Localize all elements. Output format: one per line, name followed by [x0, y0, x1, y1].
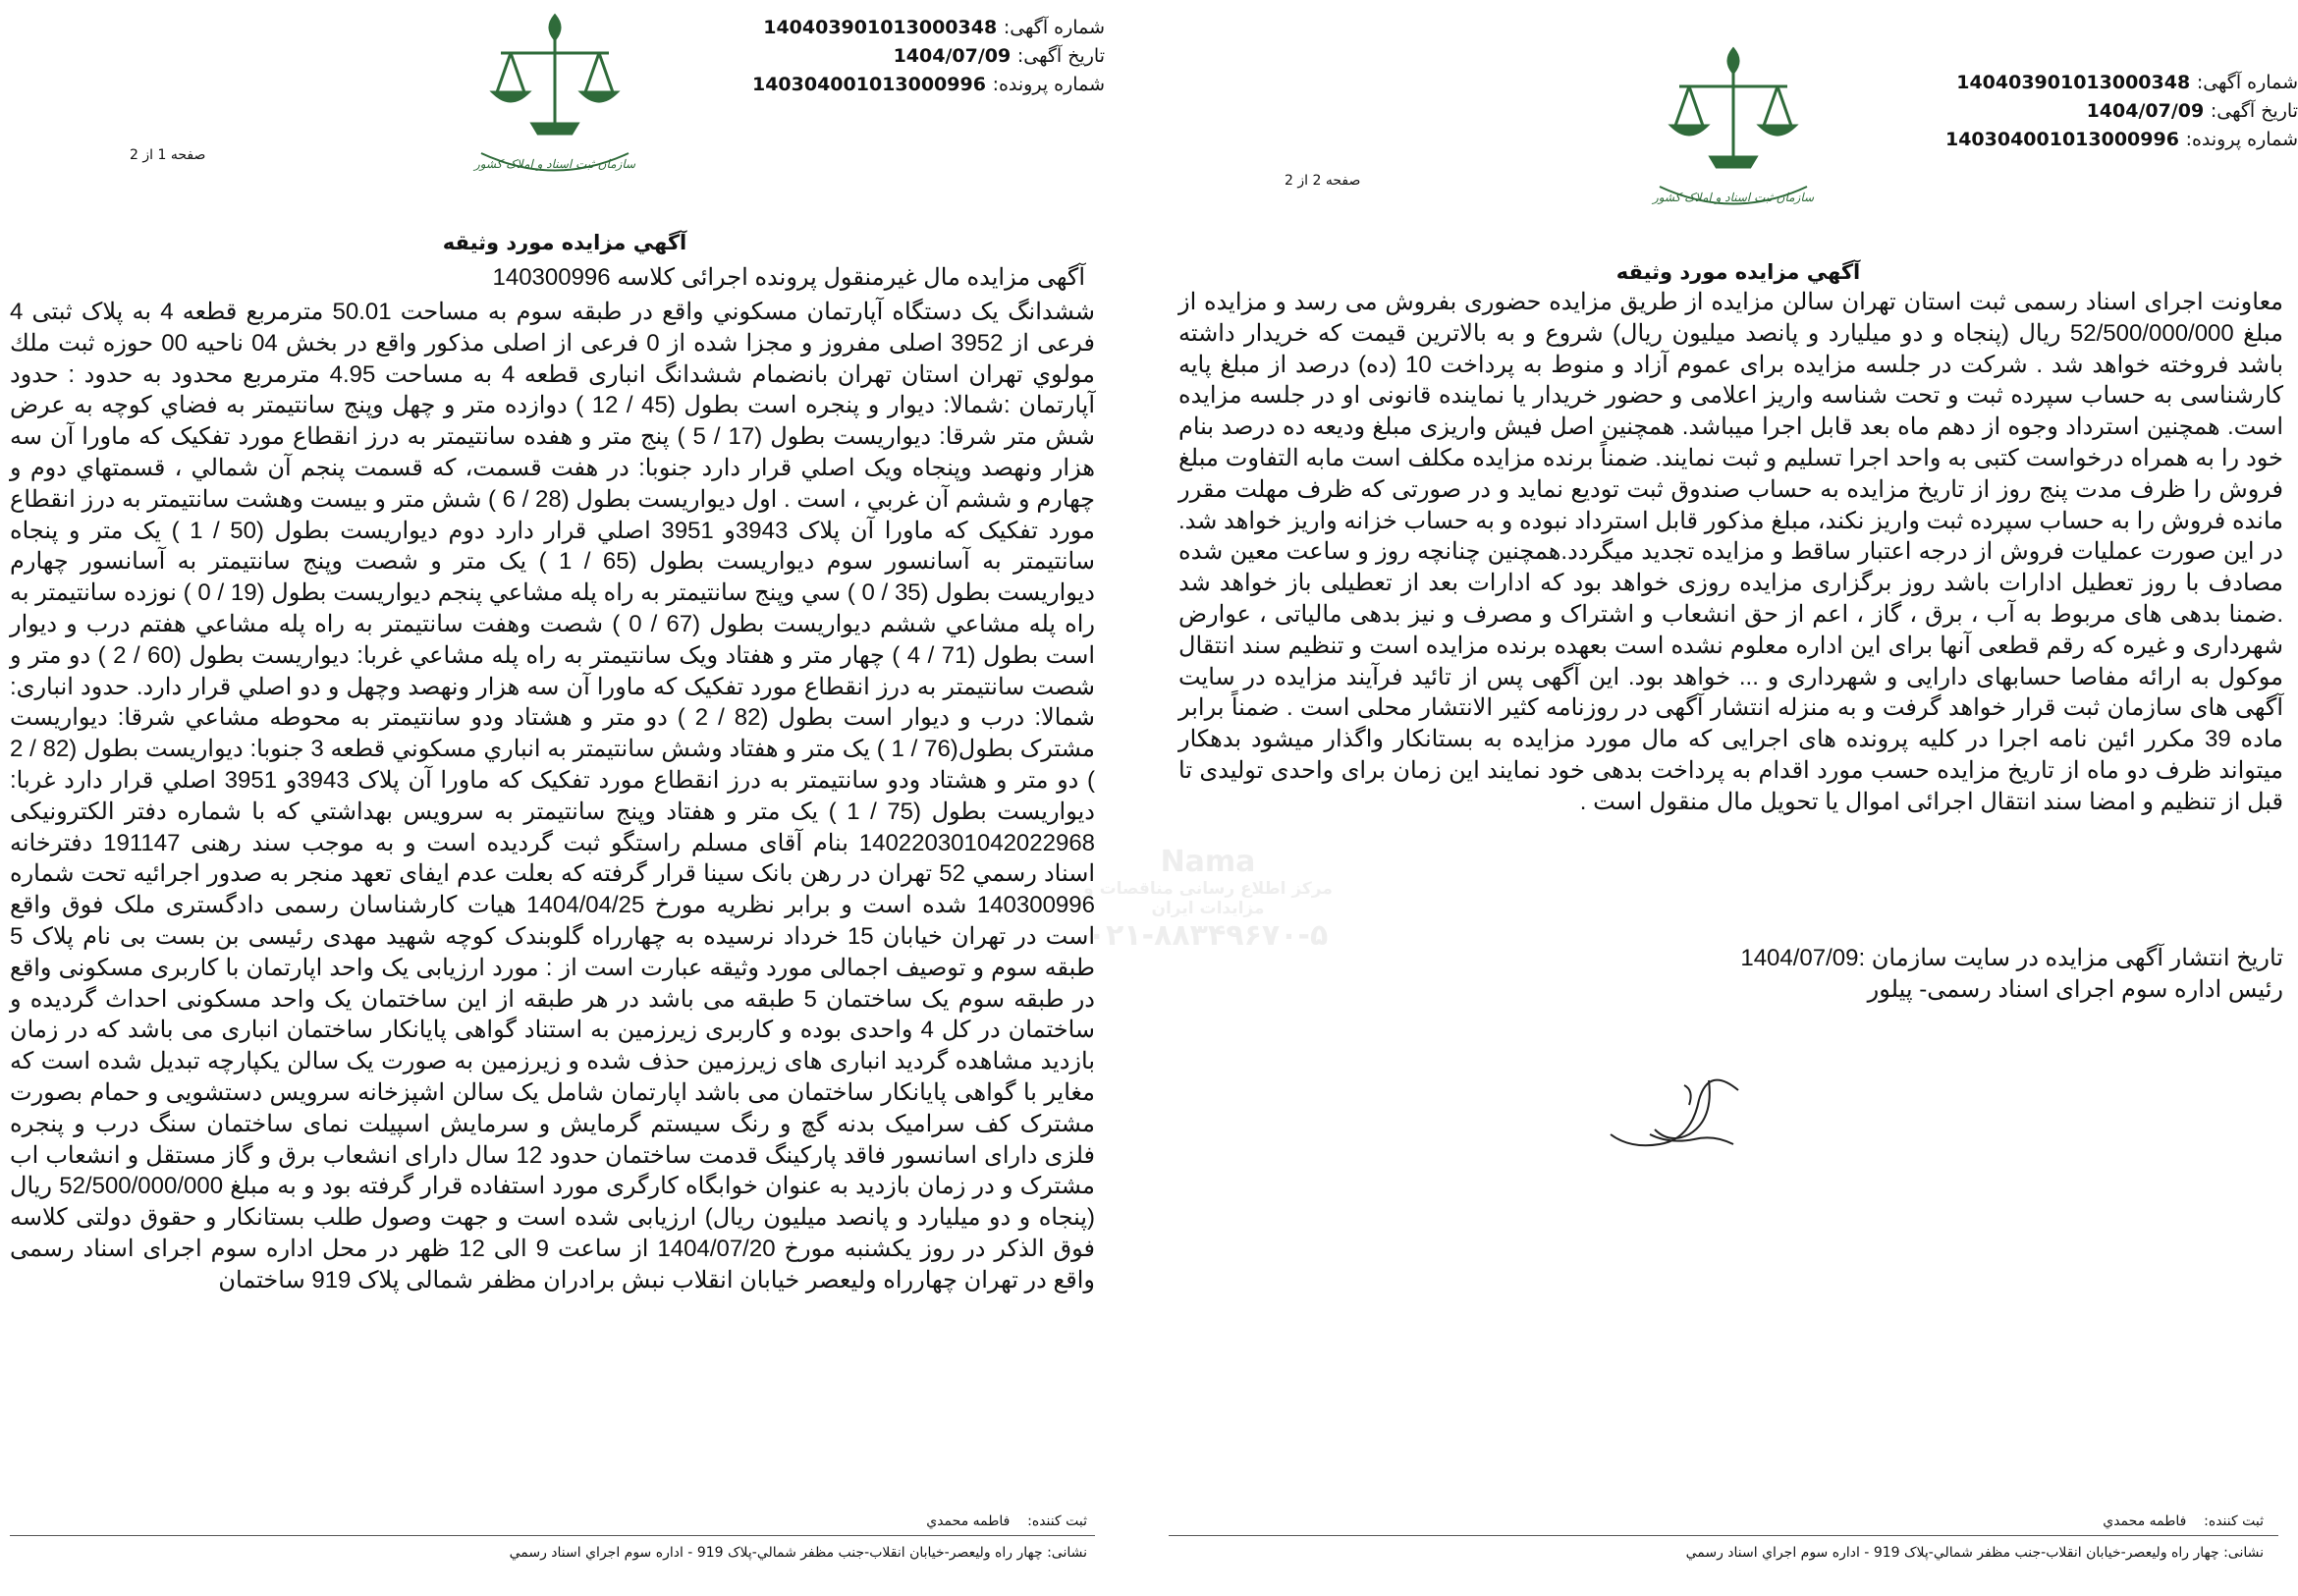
- page-number: صفحه 2 از 2: [1285, 173, 1361, 189]
- address-row: نشانی: چهار راه وليعصر-خيابان انقلاب-جنب مظفر شمالي-پلاک 919 - اداره سوم اجراي اسناد رسمي: [1685, 1545, 2264, 1561]
- office-address: چهار راه وليعصر-خيابان انقلاب-جنب مظفر شمالي-پلاک 919 - اداره سوم اجراي اسناد رسمي: [1685, 1545, 2219, 1561]
- footer-divider: [1169, 1535, 2278, 1536]
- case-number: 140304001013000996: [751, 74, 986, 95]
- address-row: نشانی: چهار راه وليعصر-خيابان انقلاب-جنب مظفر شمالي-پلاک 919 - اداره سوم اجراي اسناد رسمي: [509, 1545, 1087, 1561]
- registrar-name: فاطمه محمدي: [2103, 1513, 2187, 1529]
- publish-date-line: تاریخ انتشار آگهی مزایده در سایت سازمان :1404/07/09: [1740, 945, 2283, 971]
- registrar-row: ثبت کننده: فاطمه محمدي: [2103, 1513, 2264, 1529]
- page-1: [0, 0, 1105, 1596]
- registrar-row: ثبت کننده: فاطمه محمدي: [926, 1513, 1087, 1529]
- emblem-caption: سازمان ثبت اسناد و املاک کشور: [473, 157, 636, 171]
- notice-number: 140403901013000348: [1956, 72, 2191, 93]
- page-2: [1149, 0, 2298, 1596]
- notice-body-part1: ششدانگ يک دستگاه آپارتمان مسكوني واقع در طبقه سوم به مساحت 50.01 مترمربع قطعه 4 به پلاک ثبتی 4 فرعی از 3952 اصلی مفروز و مجزا شده از 0 فرعی از اصلی مذکور واقع در بخش 04 ناحیه 00 حوزه ثبت ملك مولوي تهران استان تهران بانضمام ششدانگ انباری قطعه 4 به مساحت 4.95 مترمربع محدود به حدود : حدود آپارتمان :شمالا: ديوار و پنجره است بطول (45 / 12 ) دوازده متر و چهل وپنج سانتيمتر به فضاي كوچه به عرض شش متر شرقا: ديواريست بطول (17 / 5 ) پنج متر و هفده سانتيمتر به درز انقطاع مورد تفكيک كه ماورا آن سه هزار ونهصد وپنجاه ويک اصلي قرار دارد جنوبا: در هفت قسمت، كه قسمت پنجم آن شمالي ، قسمتهاي دوم و چهارم و ششم آن غربي ، است . اول ديواريست بطول (28 / 6 ) شش متر و بيست وهشت سانتيمتر به درز انقطاع مورد تفكيک كه ماورا آن پلاک 3943و 3951 اصلي قرار دارد دوم ديواريست بطول (50 / 1 ) يک متر و پنجاه سانتيمتر به آسانسور سوم ديواريست بطول (65 / 1 ) يک متر و شصت وپنج سانتيمتر به آسانسور چهارم ديواريست بطول (35 / 0 ) سي وپنج سانتيمتر به راه پله مشاعي پنجم ديواريست بطول (19 / 0 ) نوزده سانتيمتر به راه پله مشاعي ششم ديواريست بطول (67 / 0 ) شصت وهفت سانتيمتر به راه پله مشاعي هفتم درب و ديوار است بطول (71 / 4 ) چهار متر و هفتاد ويک سانتيمتر به راه پله مشاعي غربا: ديواريست بطول (60 / 2 ) دو متر و شصت سانتيمتر به درز انقطاع مورد تفكيک كه ماورا آن سه هزار ونهصد وچهل و دو اصلي قرار دارد. حدود انباری: شمالا: درب و ديوار است بطول (82 / 2 ) دو متر و هشتاد ودو سانتيمتر به محوطه مشاعي شرقا: ديواريست مشترک بطول(76 / 1 ) يک متر و هفتاد وشش سانتيمتر به انباري مسكوني قطعه 3 جنوبا: ديواريست بطول (82 / 2 ) دو متر و هشتاد ودو سانتيمتر به درز انقطاع مورد تفكيک كه ماورا آن پلاک 3943و 3951 اصلي قرار دارد غربا: ديواريست بطول (75 / 1 ) يک متر و هفتاد وپنج سانتيمتر به سرويس بهداشتي كه با شماره دفتر الکترونیکی 140220301042022968 بنام آقای مسلم راستگو ثبت گرديده است و به موجب سند رهنی 191147 دفترخانه اسناد رسمي 52 تهران در رهن بانک سینا قرار گرفته که بعلت عدم ایفای تعهد منجر به صدور اجرائیه تحت شماره 140300996 شده است و برابر نظریه مورخ 1404/04/25 هیات کارشناسان رسمی دادگستری ملک فوق واقع است در تهران خیابان 15 خرداد نرسیده به چهارراه گلوبندک کوچه شهید مهدی رئیسی بن بست بی نام پلاک 5 طبقه سوم و توصیف اجمالی مورد وثیقه عبارت است از : مورد ارزیابی یک واحد اپارتمان با کاربری مسکونی واقع در طبقه سوم یک ساختمان 5 طبقه می باشد در هر طبقه از این ساختمان یک واحد مسکونی احداث گردیده و ساختمان در کل 4 واحدی بوده و کاربری زیرزمین به استناد گواهی پایانکار ساختمان انباری می باشد که در زمان بازدید مشاهده گردید انباری های زیرزمین حذف شده و زیرزمین به صورت یک سالن یکپارچه تبدیل شده است که مغایر با گواهی پایانکار ساختمان می باشد اپارتمان شامل یک سالن اشپزخانه سرویس دستشویی و حمام بصورت مشترک کف سرامیک بدنه گچ و رنگ سیستم گرمایش و سرمایش اسپیلت نمای ساختمان سنگ درب و پنجره فلزی دارای اسانسور فاقد پارکینگ قدمت ساختمان حدود 12 سال دارای انشعاب برق و گاز مستقل و انشعاب اب مشترک و در زمان بازدید به عنوان خوابگاه کارگری مورد استفاده قرار گرفته بود و به مبلغ 52/500/000/000 ریال (پنجاه و دو میلیارد و پانصد میلیون ریال) ارزیابی شده است و جهت وصول طلب بستانکار و حقوق دولتی کلاسه فوق الذکر در روز یکشنبه مورخ 1404/07/20 از ساعت 9 الی 12 ظهر در محل اداره سوم اجرای اسناد رسمی واقع در تهران چهارراه ولیعصر خیابان انقلاب نبش برادران مظفر شمالی پلاک 919 ساختمان: [10, 299, 1096, 1293]
- registrar-name: فاطمه محمدي: [926, 1513, 1011, 1529]
- watermark-phone: ۰۲۱-۸۸۳۴۹۶۷۰-۵: [1087, 918, 1329, 953]
- notice-subtitle: آگهی مزایده مال غیرمنقول پرونده اجرائی کلاسه 140300996: [492, 264, 1085, 291]
- footer-divider: [10, 1535, 1095, 1536]
- watermark-brand: Nama: [1160, 845, 1256, 879]
- notice-number-row: شماره آگهی: 140403901013000348: [763, 17, 1105, 38]
- watermark-line1: مرکز اطلاع رسانی مناقصات و مزایدات ایران: [1083, 879, 1333, 918]
- notice-title: آگهي مزايده مورد وثيقه: [1615, 260, 1861, 284]
- office-address: چهار راه وليعصر-خيابان انقلاب-جنب مظفر شمالي-پلاک 919 - اداره سوم اجراي اسناد رسمي: [509, 1545, 1043, 1561]
- case-number-row: شماره پرونده: 140304001013000996: [751, 74, 1105, 95]
- notice-number: 140403901013000348: [763, 17, 998, 38]
- notice-body-part2: معاونت اجرای اسناد رسمی ثبت استان تهران سالن مزایده از طریق مزایده حضوری بفروش می رسد و مزایده از مبلغ 52/500/000/000 ریال (پنجاه و دو میلیارد و پانصد میلیون ریال) شروع و به بالاترین قیمت که خریدار داشته باشد فروخته خواهد شد . شرکت در جلسه مزایده برای عموم آزاد و منوط به پرداخت 10 (ده) درصد از مبلغ پایه کارشناسی به حساب سپرده ثبت و تحت شناسه واریز اعلامی و حضور خریدار یا نماینده قانونی او در جلسه مزایده است. همچنین استرداد وجوه از دهم ماه بعد قابل اجرا میباشد. همچنین اصل فیش واریزی مبلغ ودیعه ده درصد بنام خود را به همراه درخواست کتبی به واحد اجرا تسلیم و ثبت نمایند. ضمناً برنده مزایده مکلف است مابه التفاوت مبلغ فروش را ظرف مدت پنج روز از تاریخ مزایده به حساب صندوق ثبت تودیع نماید و در صورتی که ظرف مهلت مقرر مانده فروش را به حساب سپرده ثبت واریز نکند، مبلغ مذکور قابل استرداد نبوده و به حساب خزانه واریز خواهد شد. در این صورت عملیات فروش از درجه اعتبار ساقط و مزایده تجدید میگردد.همچنین چنانچه روز و ساعت معین شده مصادف با روز تعطیل ادارات باشد روز برگزاری مزایده روزی خواهد بود که ادارات بعد از تعطیلی باز خواهد شد .ضمنا بدهی های مربوط به آب ، برق ، گاز ، اعم از حق انشعاب و اشتراک و مصرف و نیز بدهی مالیاتی ، عوارض شهرداری و غیره که رقم قطعی آنها برای این اداره معلوم نشده است بعهده برنده مزایده است و تنظیم سند انتقال موکول به ارائه مفاصا حسابهای دارایی و شهرداری و ... خواهد بود. این آگهی پس از تائید فرآیند مزایده در سایت آگهی های سازمان ثبت قرار خواهد گرفت و به منزله انتشار آگهی در روزنامه کثیر الانتشار محلی است . ضمناً برابر ماده 39 مکرر ائین نامه اجرا در کلیه پرونده های اجرایی که مال مورد مزایده به بستانکار واگذار میشود بدهکار میتواند ظرف دو ماه از تاریخ مزایده حسب مورد اقدام به پرداخت بدهی خود نمایند این زمان برای واحدی تولیدی تا قبل از تنظیم و امضا سند انتقال اجرائی اموال یا تحویل مال منقول است .: [1178, 289, 2284, 815]
- page-number: صفحه 1 از 2: [130, 147, 206, 163]
- notice-meta: شماره آگهی: 140403901013000348 تاریخ آگهی: 1404/07/09 شماره پرونده: 140304001013000996: [1944, 72, 2298, 150]
- case-number: 140304001013000996: [1944, 129, 2179, 150]
- emblem-caption: سازمان ثبت اسناد و املاک کشور: [1652, 191, 1815, 204]
- signatory-title: رئیس اداره سوم اجرای اسناد رسمی- پیلور: [1867, 976, 2283, 1003]
- notice-meta: [752, 14, 1105, 99]
- notice-title: آگهي مزايده مورد وثيقه: [442, 231, 687, 254]
- signature-icon: [1591, 1061, 1758, 1169]
- notice-date-row: تاریخ آگهی: 1404/07/09: [893, 45, 1105, 67]
- notice-date: 1404/07/09: [2086, 100, 2205, 122]
- watermark: [1061, 845, 1355, 953]
- notice-date: 1404/07/09: [893, 45, 1012, 67]
